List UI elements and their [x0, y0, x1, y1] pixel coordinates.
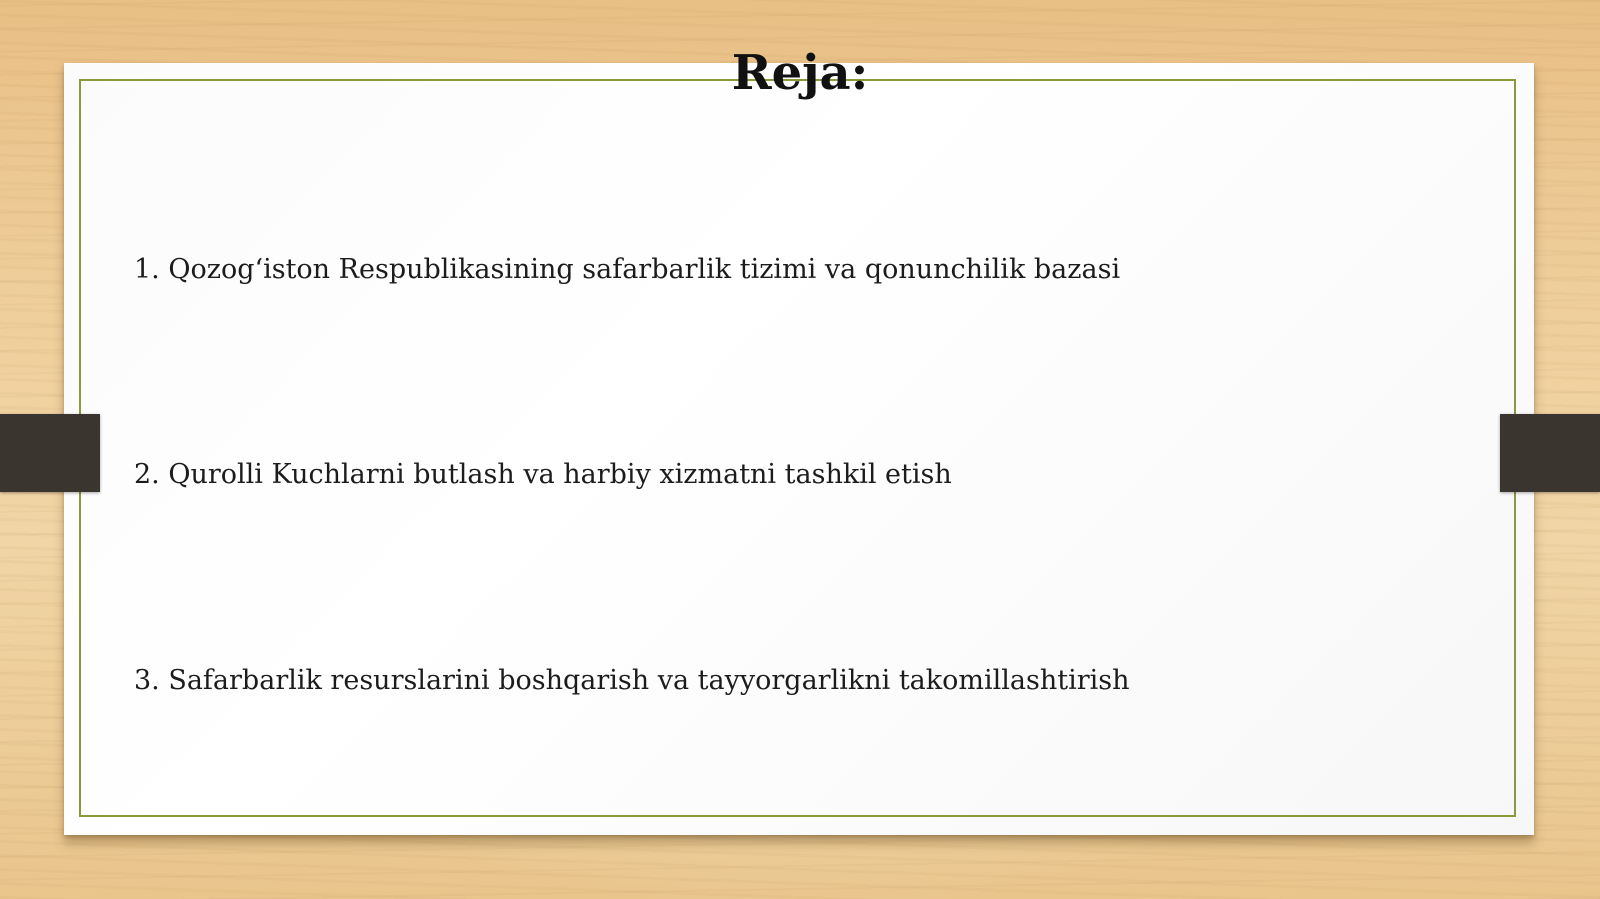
- plan-item-1: 1. Qozog‘iston Respublikasining safarbarlik tizimi va qonunchilik bazasi: [134, 254, 1121, 285]
- right-side-tab: [1500, 414, 1600, 492]
- plan-item-3: 3. Safarbarlik resurslarini boshqarish va tayyorgarlikni takomillashtirish: [134, 665, 1130, 696]
- plan-item-2: 2. Qurolli Kuchlarni butlash va harbiy xizmatni tashkil etish: [134, 459, 952, 490]
- slide-title: Reja:: [731, 45, 869, 101]
- left-side-tab: [0, 414, 100, 492]
- slide-frame: [79, 79, 1516, 817]
